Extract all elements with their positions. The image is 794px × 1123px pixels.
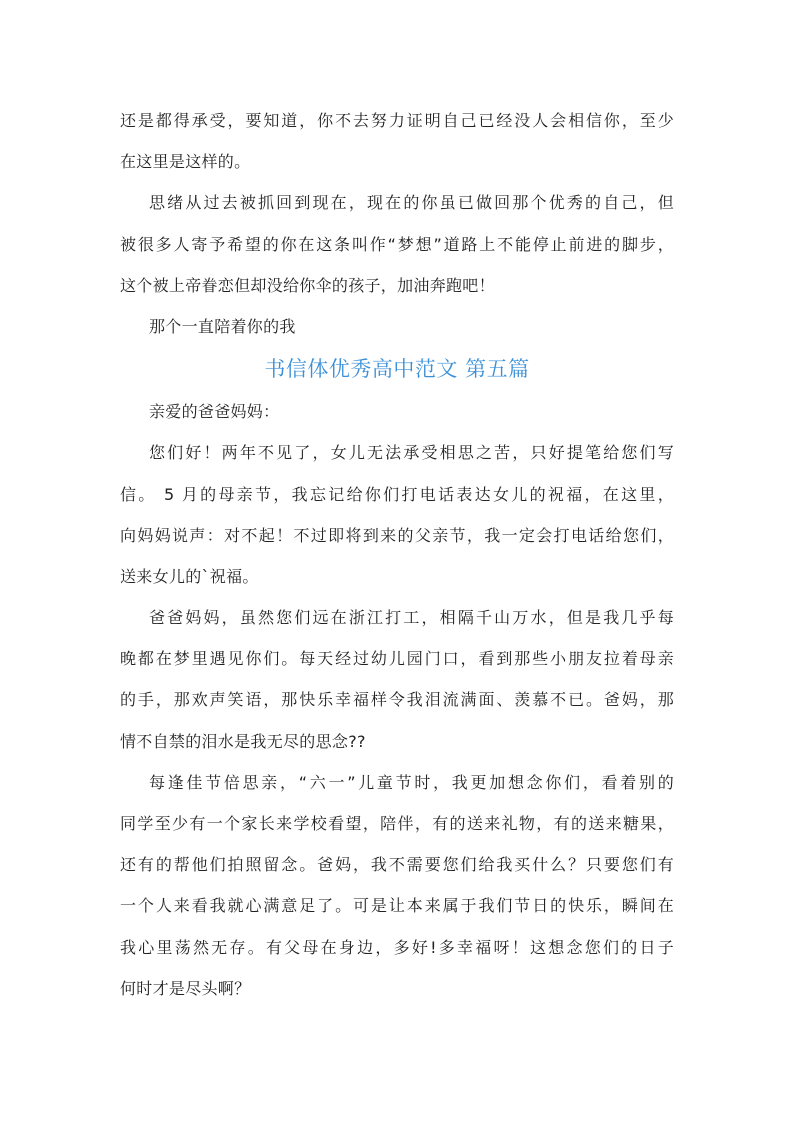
signature-line: 那个一直陪着你的我 <box>149 316 296 336</box>
paragraph-line: 还有的帮他们拍照留念。爸妈，我不需要您们给我买什么？只要您们有 <box>120 855 674 875</box>
paragraph-line: 的手，那欢声笑语，那快乐幸福样令我泪流满面、羡慕不已。爸妈，那 <box>120 690 674 710</box>
paragraph-line: 送来女儿的`祝福。 <box>120 566 259 586</box>
paragraph-line: 情不自禁的泪水是我无尽的思念?? <box>120 731 366 751</box>
paragraph-line: 思绪从过去被抓回到现在，现在的你虽已做回那个优秀的自己，但 <box>149 193 674 213</box>
paragraph-line: 一个人来看我就心满意足了。可是让本来属于我们节日的快乐，瞬间在 <box>120 896 674 916</box>
document-body <box>120 100 674 1009</box>
paragraph-line: 被很多人寄予希望的你在这条叫作“梦想”道路上不能停止前进的脚步， <box>120 234 674 254</box>
paragraph-line: 同学至少有一个家长来学校看望，陪伴，有的送来礼物，有的送来糖果， <box>120 814 674 833</box>
paragraph-line: 您们好！两年不见了，女儿无法承受相思之苦，只好提笔给您们写 <box>149 443 674 463</box>
paragraph-line: 何时才是尽头啊？ <box>120 978 251 998</box>
section-heading: 书信体优秀高中范文 第五篇 <box>264 357 530 382</box>
paragraph-line: 还是都得承受，要知道，你不去努力证明自己已经没人会相信你，至少 <box>120 111 674 130</box>
paragraph-line: 在这里是这样的。 <box>120 152 251 172</box>
paragraph-line: 信。 5 月的母亲节，我忘记给你们打电话表达女儿的祝福，在这里， <box>120 484 674 504</box>
paragraph-line: 爸爸妈妈，虽然您们远在浙江打工，相隔千山万水，但是我几乎每 <box>149 608 674 628</box>
paragraph-line: 每逢佳节倍思亲，“六一”儿童节时，我更加想念你们，看着别的 <box>149 772 674 792</box>
paragraph-line: 晚都在梦里遇见你们。每天经过幼儿园门口，看到那些小朋友拉着母亲 <box>120 649 674 669</box>
salutation-line: 亲爱的爸爸妈妈： <box>149 402 280 422</box>
paragraph-line: 这个被上帝眷恋但却没给你伞的孩子，加油奔跑吧！ <box>120 275 495 295</box>
paragraph-line: 我心里荡然无存。有父母在身边，多好!多幸福呀！这想念您们的日子 <box>120 937 674 957</box>
paragraph-line: 向妈妈说声：对不起！不过即将到来的父亲节，我一定会打电话给您们， <box>120 525 674 545</box>
